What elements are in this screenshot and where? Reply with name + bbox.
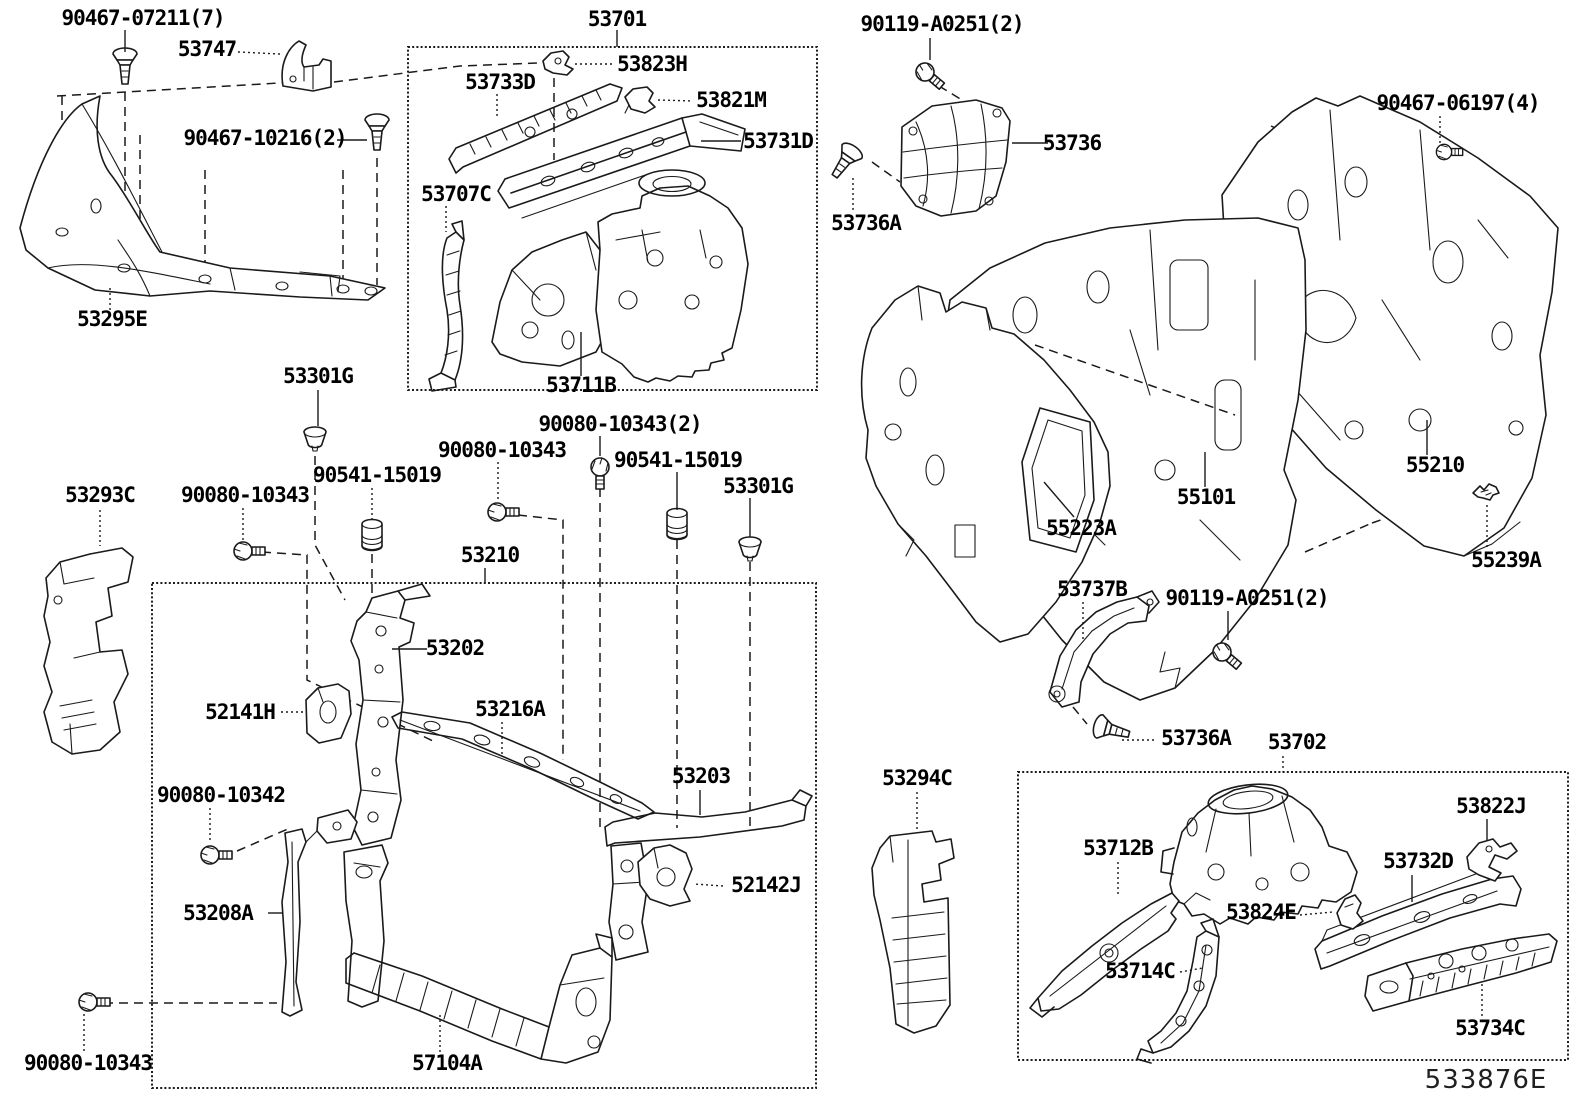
part-53293c-seal-bracket <box>44 548 133 754</box>
part-53734c-reinforcement-lower <box>1365 934 1557 1011</box>
bolt-icon-90080-10343-2 <box>591 458 609 489</box>
part-number-90467-06197: 90467-06197(4) <box>1376 91 1540 115</box>
part-number-53711B: 53711B <box>546 373 616 397</box>
part-number-53210: 53210 <box>460 543 520 567</box>
part-number-53712B: 53712B <box>1083 836 1153 860</box>
bolt-icon-90080-10343-bottom <box>79 993 110 1011</box>
part-52141h-bracket <box>306 684 351 743</box>
part-number-90119-A0251-top: 90119-A0251(2) <box>860 12 1024 36</box>
part-57104a-lower-crossmember <box>344 845 612 1063</box>
part-number-90541-15019-left: 90541-15019 <box>312 463 442 487</box>
part-number-53737B: 53737B <box>1057 577 1127 601</box>
clip-icon-53736a-top <box>825 140 865 183</box>
part-number-53714C: 53714C <box>1105 959 1175 983</box>
part-number-90080-10343-mid: 90080-10343 <box>437 438 567 462</box>
part-number-53294C: 53294C <box>882 766 952 790</box>
part-number-90080-10343-left: 90080-10343 <box>180 483 310 507</box>
part-number-53202: 53202 <box>425 636 485 660</box>
part-number-53734C: 53734C <box>1455 1016 1525 1040</box>
part-number-53295E: 53295E <box>77 307 147 331</box>
part-53747-bracket <box>282 41 331 91</box>
grommet-icon-90541-mid <box>667 509 687 540</box>
part-number-53821M: 53821M <box>696 88 766 112</box>
part-number-53701: 53701 <box>587 7 647 31</box>
part-number-53702: 53702 <box>1267 730 1327 754</box>
part-number-53293C: 53293C <box>65 483 135 507</box>
part-number-53736: 53736 <box>1042 131 1102 155</box>
part-number-53747: 53747 <box>177 37 237 61</box>
part-number-90080-10342: 90080-10342 <box>156 783 286 807</box>
part-53216a-support-upper <box>392 712 654 819</box>
diagram-code: 533876E <box>1424 1065 1548 1095</box>
part-number-90541-15019-mid: 90541-15019 <box>613 448 743 472</box>
part-number-53301G-left: 53301G <box>283 364 353 388</box>
part-number-57104A: 57104A <box>412 1051 482 1075</box>
part-53823h-bracket <box>543 51 573 75</box>
part-number-53736A-right: 53736A <box>1161 726 1231 750</box>
part-53294c-side-seal <box>872 831 954 1033</box>
bolt-icon-90080-10343-left <box>234 542 265 560</box>
part-53821m-bracket <box>625 87 655 113</box>
grommet-icon-53301g-left <box>304 427 326 451</box>
part-number-90080-10343-2: 90080-10343(2) <box>538 412 702 436</box>
clip-icon-53736a-right <box>1091 713 1132 745</box>
part-number-90467-07211: 90467-07211(7) <box>61 6 225 30</box>
part-53824e-bracket <box>1337 895 1363 929</box>
part-53733d-rail <box>449 84 622 173</box>
part-number-52142J: 52142J <box>731 873 801 897</box>
part-number-53733D: 53733D <box>465 70 535 94</box>
part-number-53736A-top: 53736A <box>831 211 901 235</box>
bolt-icon-90080-10343-mid <box>488 503 519 521</box>
clip-icon-90467-07211 <box>113 48 137 84</box>
part-number-52141H: 52141H <box>205 700 275 724</box>
part-53707c-strip <box>429 221 464 391</box>
part-number-53707C: 53707C <box>421 182 491 206</box>
part-number-53208A: 53208A <box>183 901 253 925</box>
part-53208a-stay <box>282 810 357 1016</box>
part-number-53823H: 53823H <box>617 52 687 76</box>
part-number-55239A: 55239A <box>1471 548 1541 572</box>
part-number-90080-10343-bottom: 90080-10343 <box>23 1051 153 1075</box>
part-number-53301G-right: 53301G <box>723 474 793 498</box>
part-number-53203: 53203 <box>671 764 731 788</box>
part-53736-bracket <box>901 100 1010 216</box>
part-number-53822J: 53822J <box>1456 794 1526 818</box>
part-53711b-apron-assembly <box>492 170 748 382</box>
part-number-53731D: 53731D <box>743 129 813 153</box>
part-number-53732D: 53732D <box>1383 849 1453 873</box>
part-number-90119-A0251-right: 90119-A0251(2) <box>1165 586 1329 610</box>
part-number-53216A: 53216A <box>475 697 545 721</box>
part-number-53824E: 53824E <box>1226 900 1296 924</box>
part-number-55223A: 55223A <box>1046 516 1116 540</box>
part-53712b-apron-plate <box>1030 893 1179 1017</box>
part-number-55101: 55101 <box>1176 485 1236 509</box>
part-number-90467-10216: 90467-10216(2) <box>183 126 347 150</box>
grommet-icon-53301g-right <box>739 537 761 561</box>
grommet-icon-90541-left <box>362 520 382 551</box>
part-number-55210: 55210 <box>1405 453 1465 477</box>
bolt-icon-90080-10342 <box>201 846 232 864</box>
clip-icon-90467-10216 <box>365 114 389 150</box>
